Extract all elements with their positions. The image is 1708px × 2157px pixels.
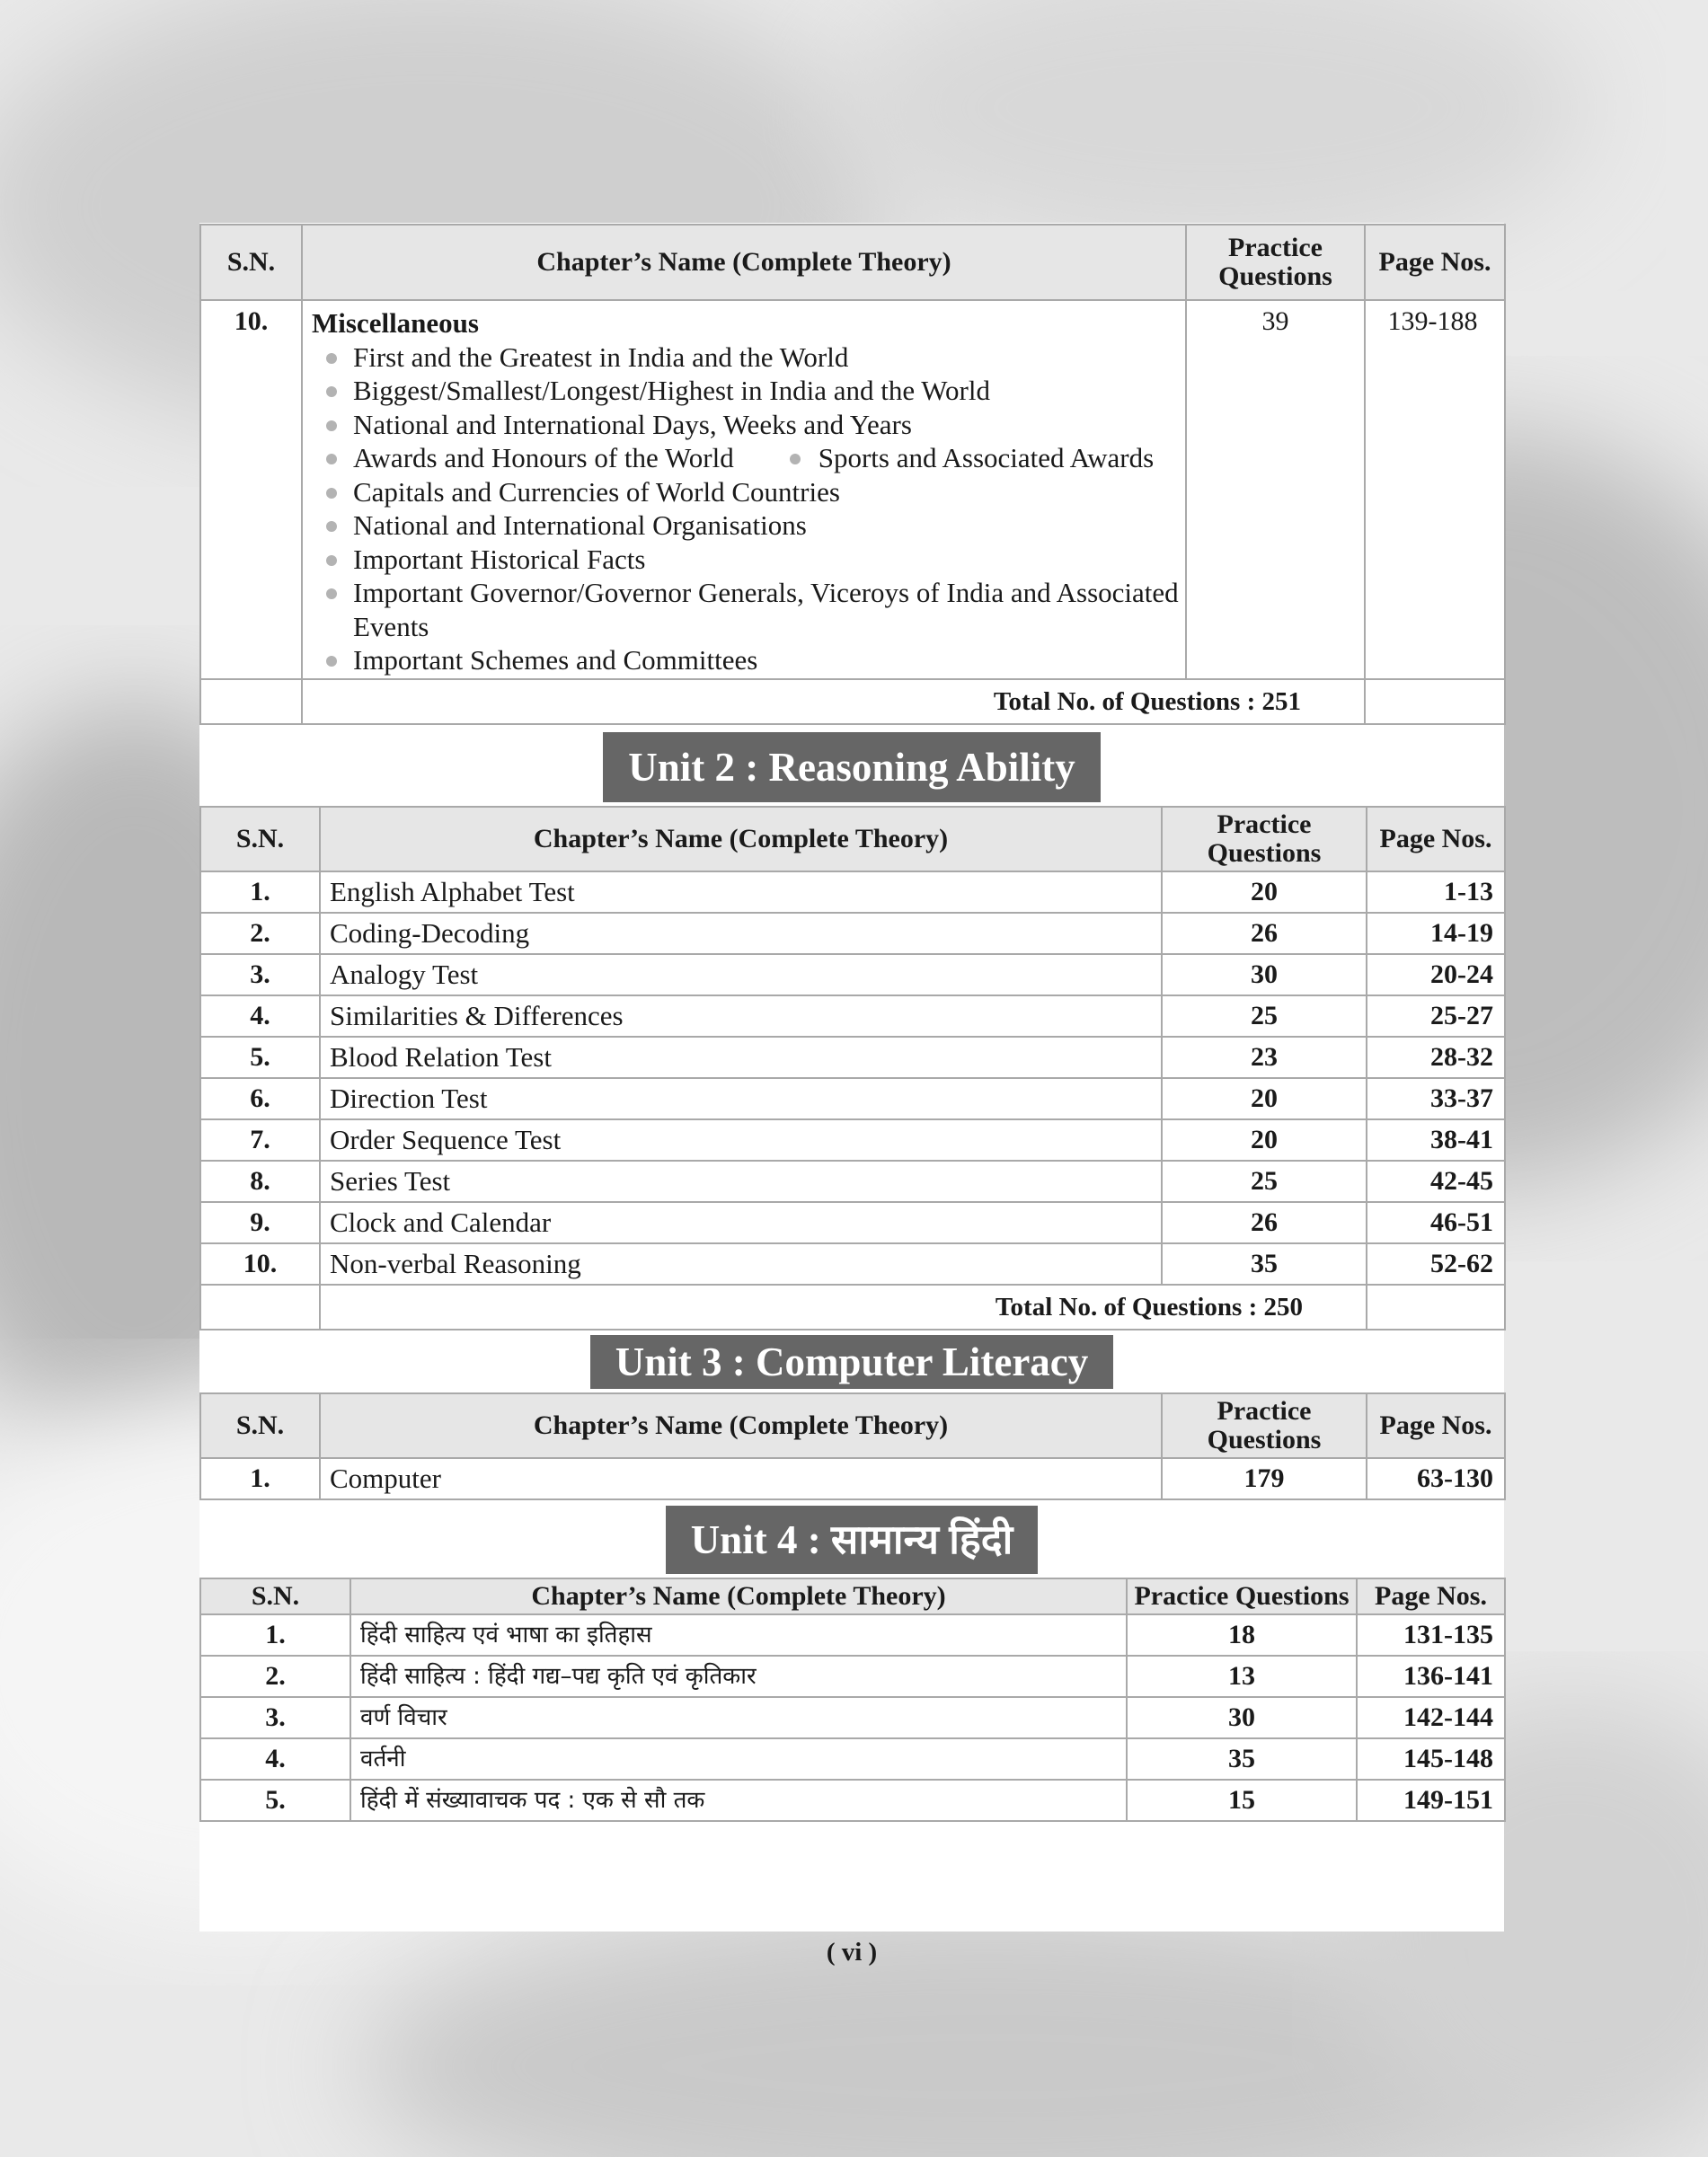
list-item: Awards and Honours of the World Sports and Associated Awards — [326, 441, 1184, 475]
bullet-icon — [326, 588, 337, 599]
table-row: 1. English Alphabet Test 20 1-13 — [200, 871, 1505, 913]
bullet-icon — [326, 386, 337, 397]
page-number: ( vi ) — [826, 1938, 878, 1967]
unit1-table-continued — [199, 224, 1506, 725]
table-row: 3. वर्ण विचार 30 142-144 — [200, 1697, 1505, 1738]
unit3-title: Unit 3 : Computer Literacy — [590, 1335, 1114, 1389]
unit3-table — [199, 1392, 1506, 1500]
list-item: Important Governor/Governor Generals, Viceroys of India and Associated Events — [326, 576, 1184, 643]
list-item: Capitals and Currencies of World Countries — [326, 475, 1184, 509]
bullet-icon — [326, 555, 337, 566]
bullet-icon — [326, 454, 337, 464]
header-sn: S.N. — [200, 225, 302, 300]
total-row — [200, 1285, 1505, 1330]
unit4-table — [199, 1578, 1506, 1822]
row-practice-questions: 39 — [1186, 300, 1365, 679]
header-chapter-name: Chapter’s Name (Complete Theory) — [350, 1578, 1127, 1614]
table-row: 9. Clock and Calendar 26 46-51 — [200, 1202, 1505, 1243]
table-row: 1. Computer 179 63-130 — [200, 1458, 1505, 1499]
table-header-row — [200, 225, 1505, 300]
bullet-icon — [326, 656, 337, 667]
total-questions: Total No. of Questions : 250 — [320, 1285, 1367, 1330]
category-title: Miscellaneous — [312, 307, 479, 339]
table-header-row — [200, 1393, 1505, 1458]
table-row: 5. Blood Relation Test 23 28-32 — [200, 1037, 1505, 1078]
table-row: 6. Direction Test 20 33-37 — [200, 1078, 1505, 1119]
list-item: National and International Days, Weeks and Years — [326, 408, 1184, 442]
header-page-nos: Page Nos. — [1365, 225, 1505, 300]
header-chapter-name: Chapter’s Name (Complete Theory) — [320, 807, 1162, 871]
list-item: Biggest/Smallest/Longest/Highest in India and the World — [326, 374, 1184, 408]
table-header-row — [200, 807, 1505, 871]
table-row: 7. Order Sequence Test 20 38-41 — [200, 1119, 1505, 1161]
header-sn: S.N. — [200, 1578, 350, 1614]
header-sn: S.N. — [200, 1393, 320, 1458]
row-sn: 10. — [200, 300, 302, 679]
header-chapter-name: Chapter’s Name (Complete Theory) — [320, 1393, 1162, 1458]
list-item: First and the Greatest in India and the World — [326, 340, 1184, 375]
bullet-icon — [790, 454, 801, 464]
table-row: 1. हिंदी साहित्य एवं भाषा का इतिहास 18 131-135 — [200, 1614, 1505, 1656]
topic-list — [312, 340, 1184, 677]
total-questions: Total No. of Questions : 251 — [302, 679, 1365, 724]
table-row: 8. Series Test 25 42-45 — [200, 1161, 1505, 1202]
table-row: 5. हिंदी में संख्यावाचक पद : एक से सौ तक 15 149-151 — [200, 1780, 1505, 1821]
header-page-nos: Page Nos. — [1367, 1393, 1505, 1458]
table-row: 3. Analogy Test 30 20-24 — [200, 954, 1505, 995]
table-row: 10. Non-verbal Reasoning 35 52-62 — [200, 1243, 1505, 1285]
unit2-title: Unit 2 : Reasoning Ability — [603, 732, 1101, 802]
table-row: 4. वर्तनी 35 145-148 — [200, 1738, 1505, 1780]
header-practice-questions: Practice Questions — [1186, 225, 1365, 300]
unit4-title: Unit 4 : सामान्य हिंदी — [666, 1506, 1039, 1574]
contents-page — [199, 224, 1504, 1822]
list-item: Important Historical Facts — [326, 543, 1184, 577]
header-practice-questions: Practice Questions — [1162, 807, 1367, 871]
table-row — [200, 300, 1505, 679]
list-item: Important Schemes and Committees — [326, 643, 1184, 677]
bullet-icon — [326, 521, 337, 532]
table-row: 4. Similarities & Differences 25 25-27 — [200, 995, 1505, 1037]
header-chapter-name: Chapter’s Name (Complete Theory) — [302, 225, 1186, 300]
bullet-icon — [326, 353, 337, 364]
row-chapter-name — [302, 300, 1186, 679]
header-page-nos: Page Nos. — [1367, 807, 1505, 871]
header-practice-questions: Practice Questions — [1127, 1578, 1357, 1614]
header-page-nos: Page Nos. — [1357, 1578, 1505, 1614]
total-row — [200, 679, 1505, 724]
table-row: 2. हिंदी साहित्य : हिंदी गद्य–पद्य कृति एवं कृतिकार 13 136-141 — [200, 1656, 1505, 1697]
bullet-icon — [326, 420, 337, 431]
header-practice-questions: Practice Questions — [1162, 1393, 1367, 1458]
table-row: 2. Coding-Decoding 26 14-19 — [200, 913, 1505, 954]
row-page-nos: 139-188 — [1365, 300, 1505, 679]
list-item: National and International Organisations — [326, 508, 1184, 543]
bullet-icon — [326, 488, 337, 499]
table-header-row — [200, 1578, 1505, 1614]
unit2-table — [199, 806, 1506, 1330]
header-sn: S.N. — [200, 807, 320, 871]
